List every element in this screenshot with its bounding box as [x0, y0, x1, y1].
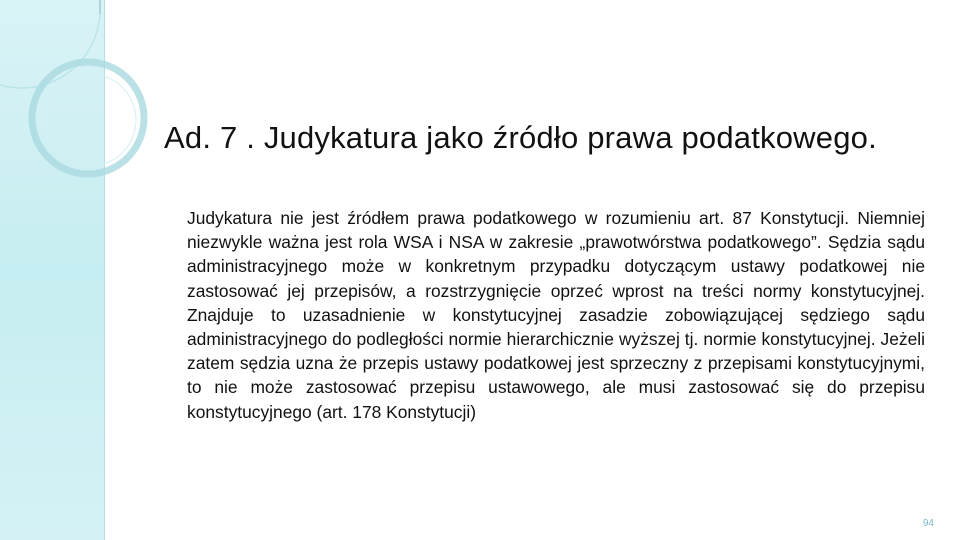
slide-title-row	[160, 120, 940, 156]
decorative-ring-inner	[44, 74, 136, 166]
body-paragraph: Judykatura nie jest źródłem prawa podatkowego w rozumieniu art. 87 Konstytucji. Niemniej niezwykle ważna jest rola WSA i NSA w zakresie „prawotwórstwa podatkowego”. Sędzia sądu administracyjnego może w konkretnym przypadku dotyczącym ustawy podatkowej nie zastosować jej przepisów, a rozstrzygnięcie oprzeć wprost na treści normy konstytucyjnej. Znajduje to uzasadnienie w konstytucyjnej zasadzie zobowiązującej sędziego sądu administracyjnego do podległości normie hierarchicznie wyższej tj. normie konstytucyjnej. Jeżeli zatem sędzia uzna że przepis ustawy podatkowej jest sprzeczny z przepisami konstytucyjnymi, to nie może zastosować przepisu ustawowego, ale musi zastosować się do przepisu konstytucyjnego (art. 178 Konstytucji)	[187, 208, 925, 422]
page-number: 94	[922, 518, 934, 529]
decorative-ring-thick	[32, 62, 144, 174]
slide-title: Ad. 7 . Judykatura jako źródło prawa podatkowego.	[164, 120, 877, 155]
